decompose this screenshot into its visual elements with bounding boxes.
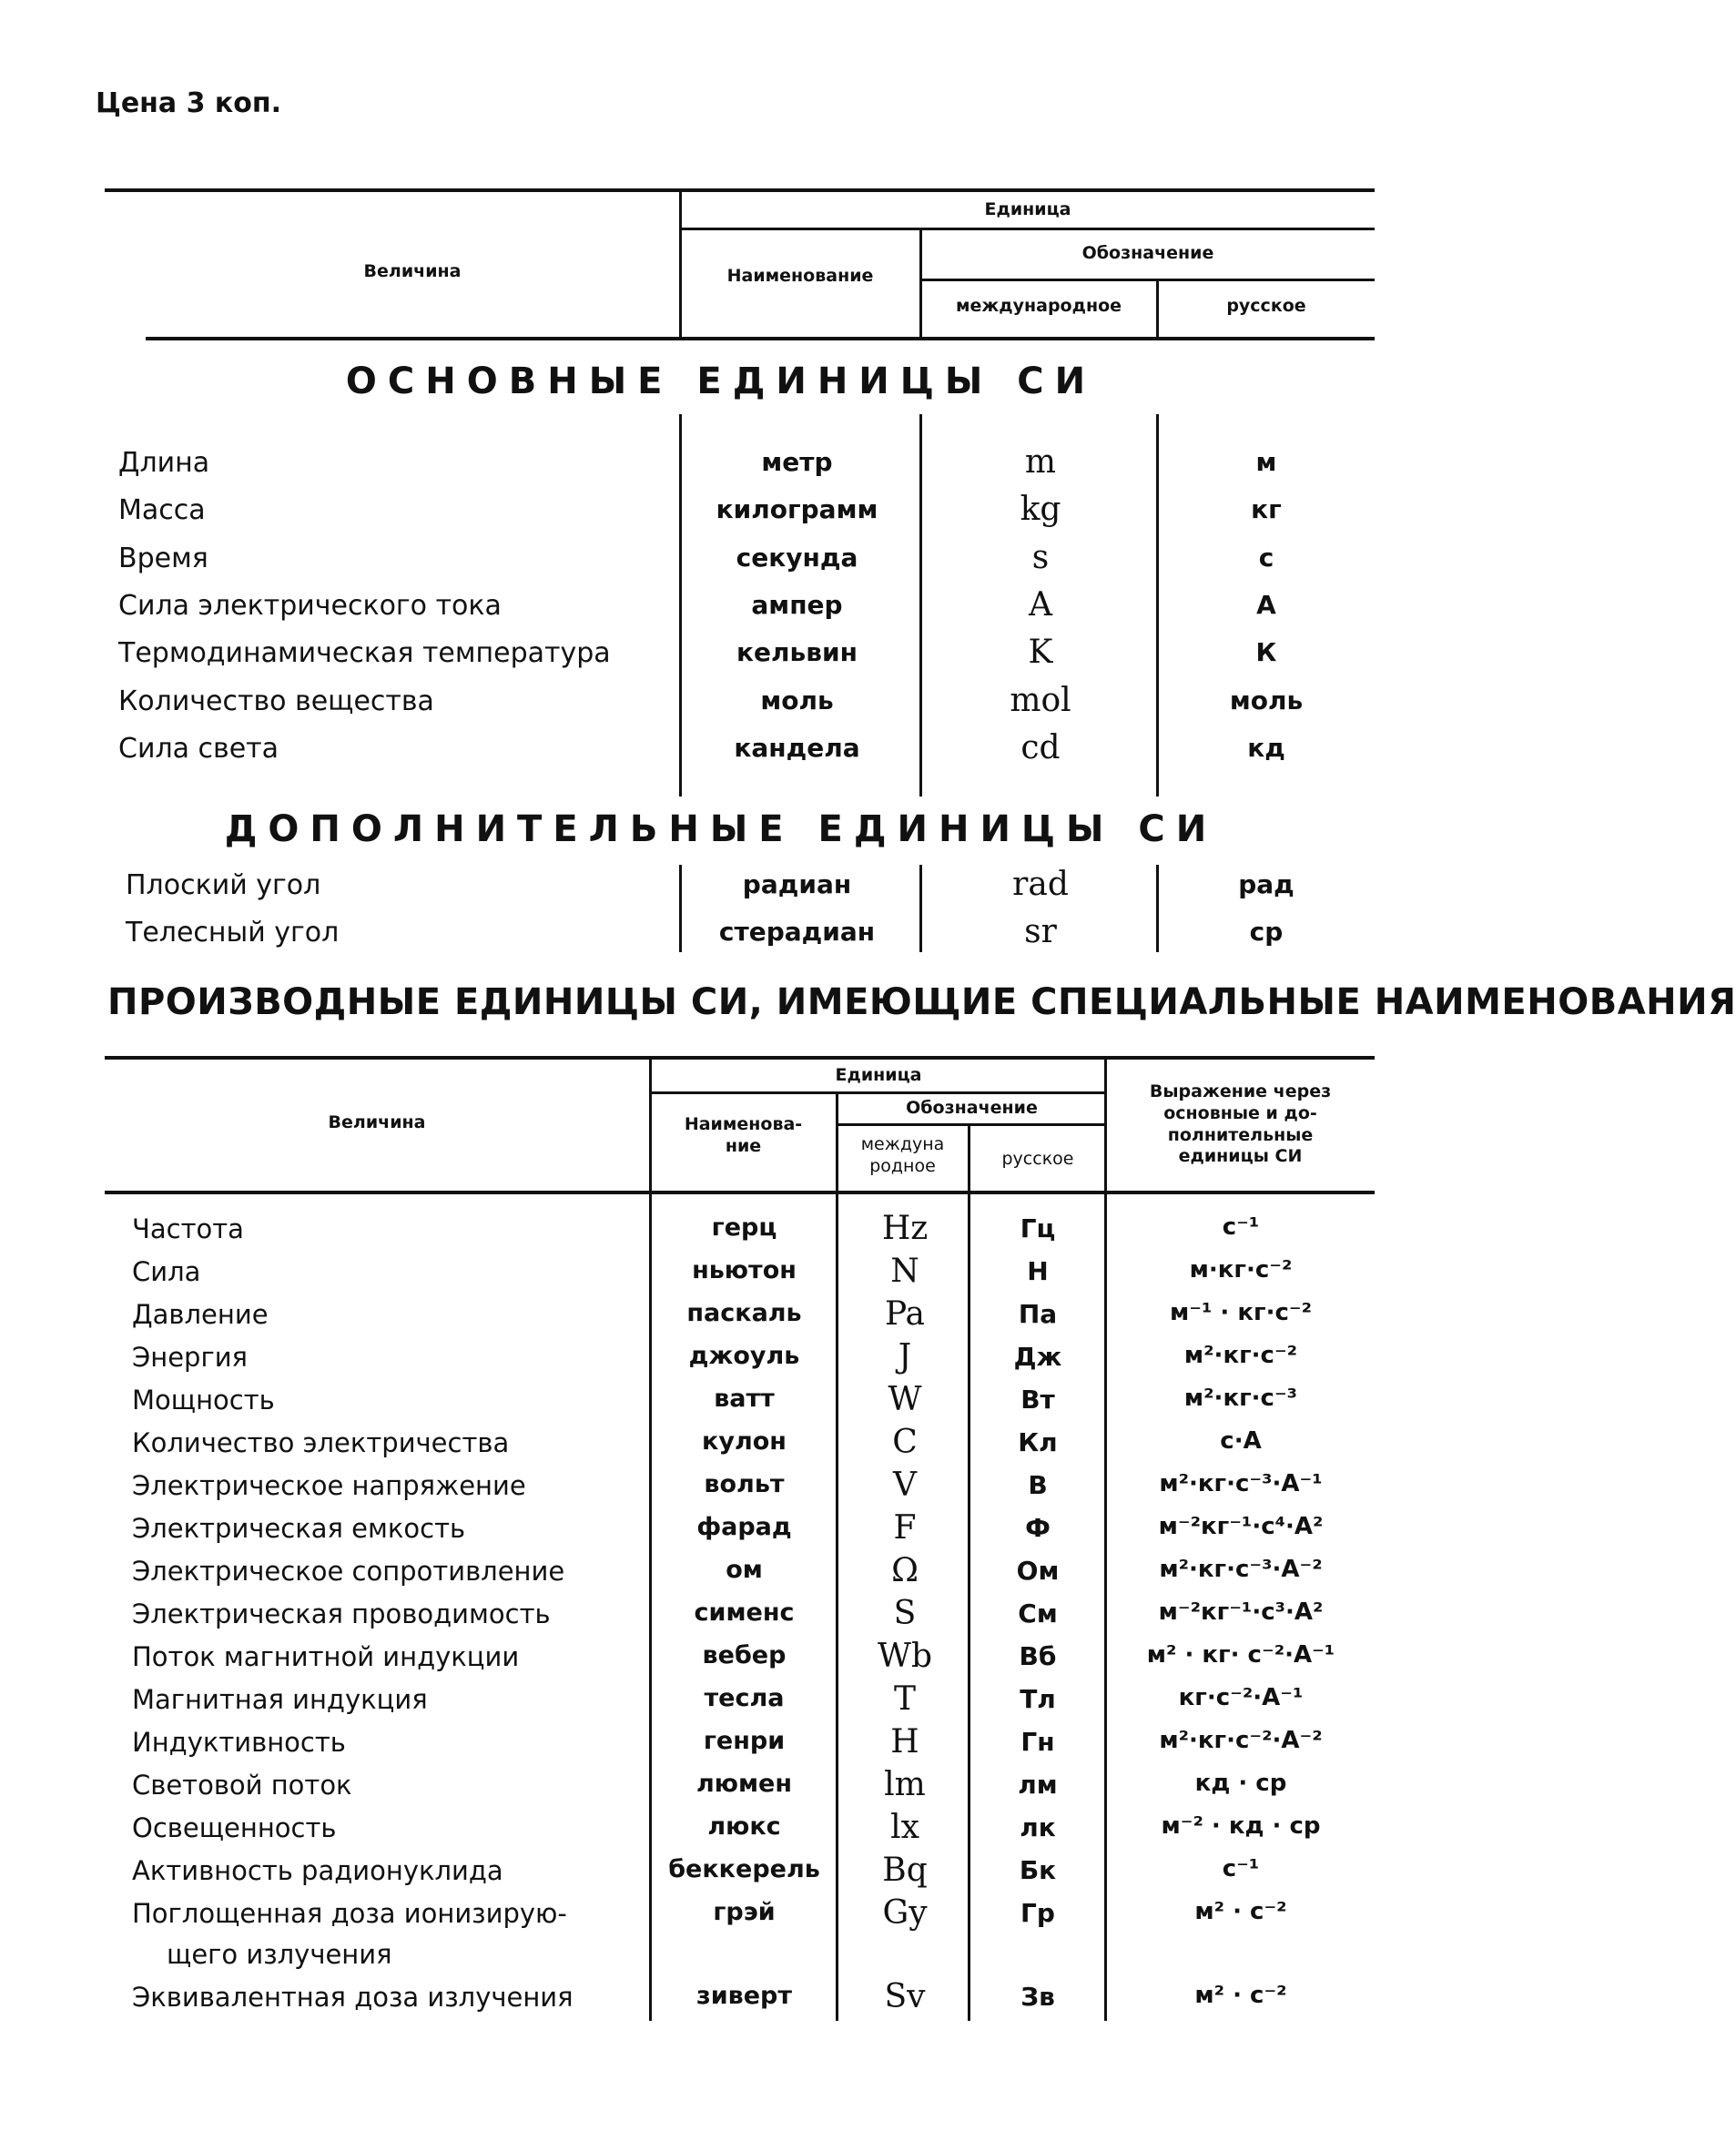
header-name: Наименование xyxy=(726,266,874,286)
intl-symbol-cell: S xyxy=(893,1595,917,1632)
header-rus: русское xyxy=(1226,296,1306,316)
table-row xyxy=(0,682,1442,726)
intl-symbol-cell: mol xyxy=(1010,682,1071,719)
table-row xyxy=(0,1894,1442,1980)
quantity-cell: Магнитная индукция xyxy=(132,1684,428,1715)
intl-symbol-cell: J xyxy=(898,1338,912,1375)
unit-name-cell: радиан xyxy=(742,869,852,899)
rus-symbol-cell: с xyxy=(1258,543,1274,573)
rus-symbol-cell: Дж xyxy=(1013,1342,1062,1372)
rus-symbol-cell: Гр xyxy=(1020,1898,1055,1928)
expression-cell: с⁻¹ xyxy=(1222,1855,1260,1882)
intl-symbol-cell: Hz xyxy=(881,1210,929,1247)
quantity-cell: Электрическая емкость xyxy=(132,1513,466,1544)
quantity-cell: Сила света xyxy=(118,733,279,765)
expression-cell: м²·кг·с⁻³·А⁻¹ xyxy=(1159,1470,1323,1497)
header-expr-line3: полнительные xyxy=(1167,1124,1314,1145)
quantity-cell: Частота xyxy=(132,1213,244,1244)
header-unit: Единица xyxy=(835,1065,922,1085)
expression-cell: с·А xyxy=(1220,1427,1262,1455)
unit-name-cell: герц xyxy=(711,1213,777,1242)
unit-name-cell: ампер xyxy=(751,590,843,620)
rus-symbol-cell: Ф xyxy=(1025,1513,1051,1543)
header-quantity: Величина xyxy=(328,1112,426,1132)
quantity-cell-continued: щего излучения xyxy=(167,1939,392,1970)
intl-symbol-cell: sr xyxy=(1024,913,1057,950)
table-row xyxy=(0,491,1442,534)
intl-symbol-cell: W xyxy=(888,1381,922,1418)
rus-symbol-cell: кг xyxy=(1251,494,1282,524)
table-row xyxy=(0,1595,1442,1639)
table-row xyxy=(0,729,1442,773)
unit-name-cell: вебер xyxy=(702,1641,787,1669)
intl-symbol-cell: lx xyxy=(890,1809,919,1846)
unit-name-cell: ньютон xyxy=(692,1256,797,1284)
unit-name-cell: люмен xyxy=(695,1770,793,1798)
header-name-line1: Наименова- xyxy=(684,1114,803,1134)
intl-symbol-cell: T xyxy=(893,1680,916,1718)
expression-cell: м⁻²кг⁻¹·с⁴·А² xyxy=(1158,1513,1324,1540)
table-row xyxy=(0,1638,1442,1681)
unit-name-cell: ватт xyxy=(714,1385,775,1413)
unit-name-cell: кельвин xyxy=(736,637,858,667)
quantity-cell: Сила электрического тока xyxy=(118,590,502,622)
quantity-cell: Длина xyxy=(118,447,210,479)
table-row xyxy=(0,1381,1442,1425)
expression-cell: м²·кг·с⁻²·А⁻² xyxy=(1159,1727,1323,1754)
expression-cell: м⁻² · кд · ср xyxy=(1161,1812,1321,1840)
intl-symbol-cell: m xyxy=(1024,443,1057,481)
unit-name-cell: моль xyxy=(760,685,834,715)
header-expr-line4: единицы СИ xyxy=(1178,1146,1303,1167)
expression-cell: м²·кг·с⁻³·А⁻² xyxy=(1159,1556,1323,1583)
rus-symbol-cell: м xyxy=(1255,447,1277,477)
table-row xyxy=(0,1552,1442,1596)
table-row xyxy=(0,1295,1442,1339)
table-row xyxy=(0,913,1442,957)
header-expression xyxy=(1106,1081,1375,1168)
table-row xyxy=(0,1766,1442,1810)
unit-name-cell: люкс xyxy=(707,1812,781,1841)
expression-cell: м⁻²кг⁻¹·с³·А² xyxy=(1158,1598,1324,1626)
unit-name-cell: джоуль xyxy=(688,1342,800,1370)
quantity-cell: Поглощенная доза ионизирую- xyxy=(132,1898,567,1929)
table-row xyxy=(0,1424,1442,1467)
rus-symbol-cell: лм xyxy=(1018,1770,1058,1800)
unit-name-cell: вольт xyxy=(704,1470,785,1498)
unit-name-cell: зиверт xyxy=(696,1982,792,2010)
table-row xyxy=(0,539,1442,583)
header-intl xyxy=(838,1134,968,1178)
quantity-cell: Световой поток xyxy=(132,1770,352,1801)
table-row xyxy=(0,443,1442,487)
quantity-cell: Электрическая проводимость xyxy=(132,1598,551,1629)
header-expr-line1: Выражение через xyxy=(1149,1081,1332,1101)
intl-symbol-cell: Bq xyxy=(882,1852,928,1889)
unit-name-cell: кандела xyxy=(734,733,860,763)
expression-cell: м²·кг·с⁻² xyxy=(1183,1342,1298,1369)
expression-cell: м² · с⁻² xyxy=(1194,1898,1287,1925)
intl-symbol-cell: Ω xyxy=(891,1552,919,1589)
unit-name-cell: тесла xyxy=(704,1684,785,1712)
rus-symbol-cell: Тл xyxy=(1020,1684,1056,1714)
table-row xyxy=(0,1253,1442,1296)
intl-symbol-cell: N xyxy=(890,1253,919,1290)
expression-cell: м²·кг·с⁻³ xyxy=(1183,1385,1298,1412)
intl-symbol-cell: C xyxy=(892,1424,918,1461)
table-row xyxy=(0,1338,1442,1382)
intl-symbol-cell: Sv xyxy=(884,1978,926,2015)
quantity-cell: Поток магнитной индукции xyxy=(132,1641,520,1672)
unit-name-cell: сименс xyxy=(694,1598,795,1627)
expression-cell: с⁻¹ xyxy=(1222,1213,1260,1241)
table-row xyxy=(0,1809,1442,1852)
rus-symbol-cell: Вт xyxy=(1020,1385,1055,1415)
quantity-cell: Электрическое напряжение xyxy=(132,1470,526,1501)
rus-symbol-cell: кд xyxy=(1247,733,1285,763)
intl-symbol-cell: s xyxy=(1031,539,1050,576)
quantity-cell: Давление xyxy=(132,1299,269,1330)
intl-symbol-cell: F xyxy=(893,1509,917,1547)
table-row xyxy=(0,1852,1442,1895)
rus-symbol-cell: Па xyxy=(1018,1299,1058,1329)
rus-symbol-cell: К xyxy=(1255,637,1277,667)
header-intl-line1: междуна xyxy=(860,1134,945,1154)
header-symbol: Обозначение xyxy=(906,1098,1038,1118)
unit-name-cell: беккерель xyxy=(668,1855,820,1883)
quantity-cell: Сила xyxy=(132,1256,201,1287)
unit-name-cell: секунда xyxy=(736,543,858,573)
rus-symbol-cell: Кл xyxy=(1018,1427,1058,1457)
header-unit: Единица xyxy=(984,199,1071,219)
table-row xyxy=(0,1978,1442,2022)
rus-symbol-cell: Ом xyxy=(1016,1556,1060,1586)
expression-cell: м⁻¹ · кг·с⁻² xyxy=(1170,1299,1312,1326)
quantity-cell: Плоский угол xyxy=(126,869,321,901)
quantity-cell: Телесный угол xyxy=(126,917,340,949)
table-row xyxy=(0,1680,1442,1724)
expression-cell: кг·с⁻²·А⁻¹ xyxy=(1178,1684,1304,1711)
section-base-title: ОСНОВНЫЕ ЕДИНИЦЫ СИ xyxy=(345,360,1097,402)
intl-symbol-cell: H xyxy=(890,1723,919,1761)
unit-name-cell: стерадиан xyxy=(718,917,876,947)
header-intl: международное xyxy=(955,296,1122,316)
header-rus: русское xyxy=(1001,1149,1074,1169)
quantity-cell: Эквивалентная доза излучения xyxy=(132,1982,574,2013)
table-row xyxy=(0,1466,1442,1510)
unit-name-cell: килограмм xyxy=(716,494,878,524)
intl-symbol-cell: Wb xyxy=(877,1638,933,1675)
rus-symbol-cell: Гц xyxy=(1020,1213,1056,1243)
unit-name-cell: генри xyxy=(703,1727,786,1755)
intl-symbol-cell: K xyxy=(1028,634,1053,671)
expression-cell: м·кг·с⁻² xyxy=(1189,1256,1293,1284)
unit-name-cell: фарад xyxy=(696,1513,792,1541)
quantity-cell: Активность радионуклида xyxy=(132,1855,503,1886)
header-name-line2: ние xyxy=(725,1135,762,1156)
section-derived-title: ПРОИЗВОДНЫЕ ЕДИНИЦЫ СИ, ИМЕЮЩИЕ СПЕЦИАЛЬНЫЕ НАИМЕНОВАНИЯ xyxy=(107,981,1736,1023)
table-row xyxy=(0,866,1442,909)
quantity-cell: Энергия xyxy=(132,1342,248,1373)
rus-symbol-cell: А xyxy=(1256,590,1276,620)
unit-name-cell: кулон xyxy=(702,1427,787,1456)
expression-cell: м² · с⁻² xyxy=(1194,1982,1287,2009)
unit-name-cell: метр xyxy=(761,447,833,477)
intl-symbol-cell: A xyxy=(1029,586,1052,624)
intl-symbol-cell: Pa xyxy=(884,1295,926,1333)
quantity-cell: Индуктивность xyxy=(132,1727,346,1758)
table-row xyxy=(0,634,1442,677)
expression-cell: кд · ср xyxy=(1194,1770,1287,1797)
quantity-cell: Мощность xyxy=(132,1385,275,1416)
quantity-cell: Время xyxy=(118,543,208,574)
rus-symbol-cell: рад xyxy=(1238,869,1294,899)
header-quantity: Величина xyxy=(363,261,462,281)
intl-symbol-cell: V xyxy=(893,1466,917,1504)
table-row xyxy=(0,1723,1442,1767)
intl-symbol-cell: kg xyxy=(1020,491,1061,528)
header-expr-line2: основные и до- xyxy=(1163,1102,1317,1123)
expression-cell: м² · кг· с⁻²·А⁻¹ xyxy=(1146,1641,1335,1669)
rus-symbol-cell: См xyxy=(1018,1598,1058,1629)
quantity-cell: Количество электричества xyxy=(132,1427,510,1458)
price-label: Цена 3 коп. xyxy=(96,87,282,119)
quantity-cell: Количество вещества xyxy=(118,685,434,717)
intl-symbol-cell: rad xyxy=(1012,866,1069,903)
header-intl-line2: родное xyxy=(869,1155,936,1176)
rus-symbol-cell: Вб xyxy=(1019,1641,1057,1671)
header-name xyxy=(651,1114,836,1158)
quantity-cell: Масса xyxy=(118,494,206,526)
unit-name-cell: паскаль xyxy=(686,1299,802,1327)
section-supp-title: ДОПОЛНИТЕЛЬНЫЕ ЕДИНИЦЫ СИ xyxy=(224,808,1218,850)
rus-symbol-cell: Гн xyxy=(1020,1727,1055,1757)
intl-symbol-cell: Gy xyxy=(882,1894,928,1932)
header-symbol: Обозначение xyxy=(1081,243,1214,263)
table-row xyxy=(0,1210,1442,1253)
intl-symbol-cell: lm xyxy=(884,1766,926,1803)
rus-symbol-cell: Зв xyxy=(1020,1982,1055,2012)
unit-name-cell: ом xyxy=(726,1556,763,1584)
quantity-cell: Электрическое сопротивление xyxy=(132,1556,565,1587)
rus-symbol-cell: ср xyxy=(1249,917,1284,947)
rus-symbol-cell: лк xyxy=(1020,1812,1056,1842)
unit-name-cell: грэй xyxy=(713,1898,776,1926)
quantity-cell: Термодинамическая температура xyxy=(118,637,611,669)
rus-symbol-cell: моль xyxy=(1229,685,1304,715)
table-row xyxy=(0,586,1442,630)
intl-symbol-cell: cd xyxy=(1020,729,1061,766)
table-row xyxy=(0,1509,1442,1553)
rus-symbol-cell: В xyxy=(1028,1470,1048,1500)
quantity-cell: Освещенность xyxy=(132,1812,337,1843)
rus-symbol-cell: Бк xyxy=(1019,1855,1057,1885)
rus-symbol-cell: Н xyxy=(1027,1256,1049,1286)
